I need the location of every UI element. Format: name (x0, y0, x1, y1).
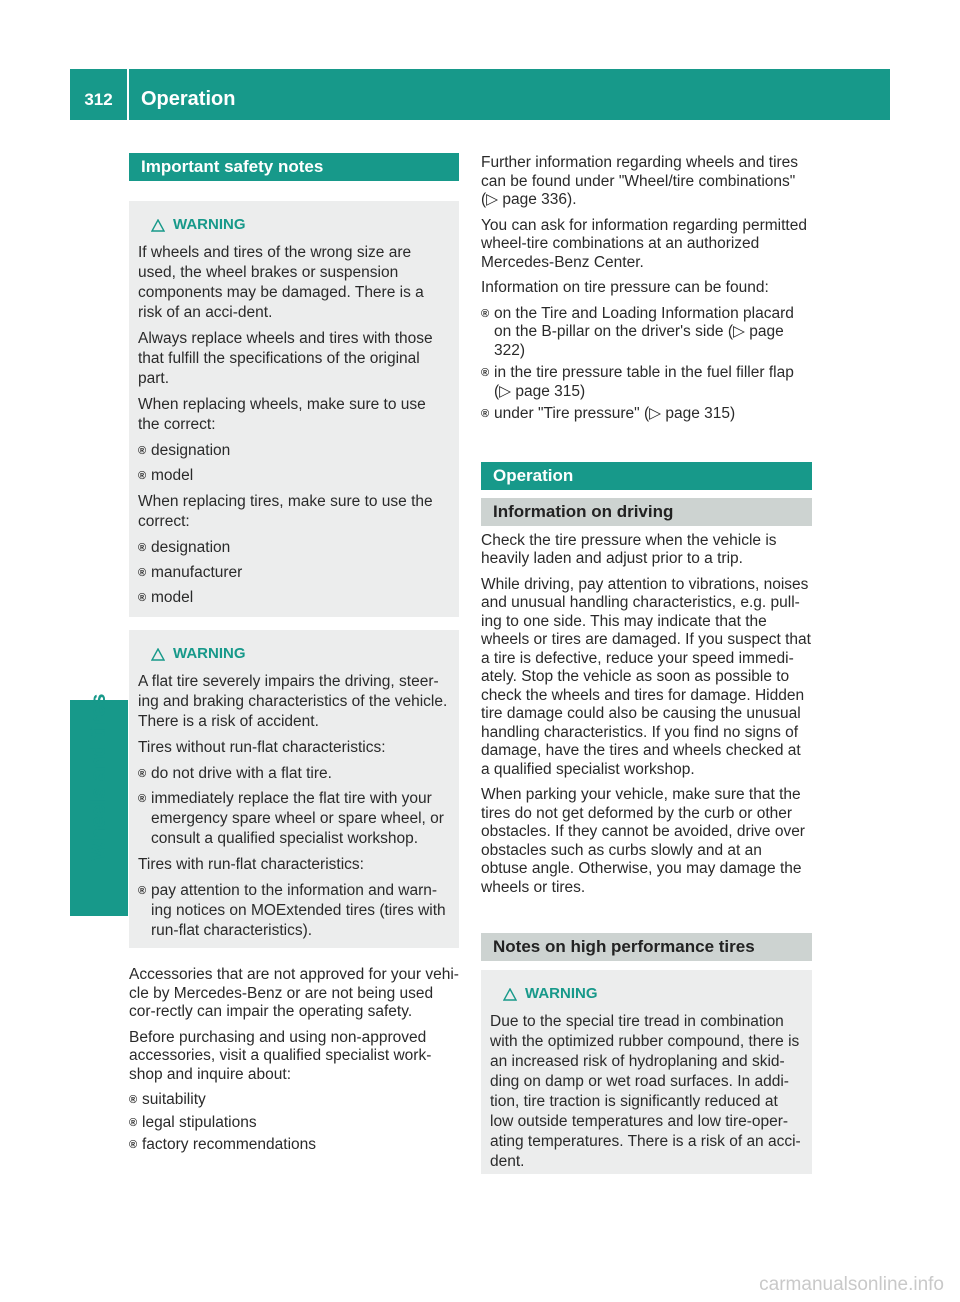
list-item: ® suitability (129, 1091, 459, 1110)
warning-text: When replacing wheels, make sure to use the correct: (138, 395, 426, 433)
warning-title (138, 216, 449, 235)
watermark: carmanualsonline.info (759, 1274, 944, 1295)
warning-box-wrong-size (129, 201, 459, 617)
page-header-title: Operation (129, 69, 890, 120)
warning-box-hydroplaning (481, 970, 812, 1174)
bullet-list (138, 441, 449, 486)
warning-triangle-icon (503, 988, 517, 1001)
body-paragraph: Information on tire pressure can be found: (481, 279, 769, 296)
page-number: 312 (70, 69, 127, 120)
list-item: ® in the tire pressure table in the fuel filler flap (▷ page 315) (481, 364, 812, 401)
warning-label: WARNING (173, 645, 246, 662)
warning-text: Due to the special tire tread in combination with the optimized rubber compound, there is an increased risk of hydroplaning and skid-ding on damp or wet road surfaces. In addi-tion, tire traction is significantly reduced at low outside temperatures and low tire-oper-ating temperatures. There is a risk of an acci-dent. (490, 1012, 801, 1170)
list-item: ® under "Tire pressure" (▷ page 315) (481, 405, 812, 424)
driving-text (481, 532, 812, 898)
list-item: ® on the Tire and Loading Information placard on the B-pillar on the driver's side (▷ page 322) (481, 305, 812, 361)
warning-text: Tires without run-flat characteristics: (138, 738, 386, 756)
body-paragraph: Accessories that are not approved for your vehi-cle by Mercedes-Benz or are not being used cor-rectly can impair the operating safety. (129, 966, 459, 1020)
list-item: ® legal stipulations (129, 1114, 459, 1133)
list-item: ® factory recommendations (129, 1136, 459, 1155)
subheading-high-performance: Notes on high performance tires (481, 933, 812, 961)
warning-text: A flat tire severely impairs the driving, steer-ing and braking characteristics of the vehicle. There is a risk of accident. (138, 672, 448, 730)
warning-text: Tires with run-flat characteristics: (138, 855, 364, 873)
warning-text: If wheels and tires of the wrong size are used, the wheel brakes or suspension components may be damaged. There is a risk of an acci-dent. (138, 243, 424, 321)
warning-text: Always replace wheels and tires with those that fulfill the specifications of the original part. (138, 329, 433, 387)
warning-title (138, 645, 449, 664)
list-item: ® designation (138, 441, 449, 461)
body-paragraph: When parking your vehicle, make sure that the tires do not get deformed by the curb or other obstacles. If they cannot be avoided, drive over obstacles such as curbs slowly and at an obtuse angle. Otherwise, you may damage the wheels or tires. (481, 786, 805, 896)
body-paragraph: Further information regarding wheels and tires can be found under "Wheel/tire combinations" (▷ page 336). (481, 154, 799, 208)
bullet-list (138, 764, 449, 849)
list-item: ® pay attention to the information and warn-ing notices on MOExtended tires (tires with run-flat characteristics). (138, 881, 449, 941)
accessories-text (129, 966, 459, 1155)
list-item: ® model (138, 588, 449, 608)
side-tab-label: Wheels and tires (87, 693, 110, 861)
warning-label: WARNING (525, 985, 598, 1002)
list-item: ® manufacturer (138, 563, 449, 583)
warning-text: When replacing tires, make sure to use the correct: (138, 492, 433, 530)
list-item: ® designation (138, 538, 449, 558)
warning-triangle-icon (151, 219, 165, 232)
left-column (129, 153, 459, 1161)
subheading-driving: Information on driving (481, 498, 812, 526)
warning-box-flat-tire (129, 630, 459, 948)
body-paragraph: You can ask for information regarding permitted wheel-tire combinations at an authorized Mercedes-Benz Center. (481, 216, 807, 271)
body-paragraph: Before purchasing and using non-approved accessories, visit a qualified specialist work-shop and inquire about: (129, 1028, 432, 1083)
list-item: ® do not drive with a flat tire. (138, 764, 449, 784)
bullet-list (138, 881, 449, 941)
warning-triangle-icon (151, 648, 165, 661)
bullet-list (138, 538, 449, 608)
right-column (481, 154, 812, 1174)
section-heading-safety: Important safety notes (129, 153, 459, 181)
section-heading-operation: Operation (481, 462, 812, 490)
list-item: ® immediately replace the flat tire with your emergency spare wheel or spare wheel, or consult a qualified specialist workshop. (138, 789, 449, 849)
body-paragraph: While driving, pay attention to vibrations, noises and unusual handling characteristics, e.g. pull-ing to one side. This may indicate that the wheels or tires are damaged. If you suspect that a tire is defective, reduce your speed immedi-ately. Stop the vehicle as soon as possible to check the wheels and tires for damage. Hidden tire damage could also be causing the unusual handling characteristics. If you find no signs of damage, have the tires and wheels checked at a qualified specialist workshop. (481, 575, 811, 778)
bullet-list (129, 1091, 459, 1155)
bullet-list (481, 305, 812, 424)
warning-title (490, 985, 802, 1004)
body-paragraph: Check the tire pressure when the vehicle is heavily laden and adjust prior to a trip. (481, 531, 777, 567)
list-item: ® model (138, 466, 449, 486)
warning-label: WARNING (173, 216, 246, 233)
